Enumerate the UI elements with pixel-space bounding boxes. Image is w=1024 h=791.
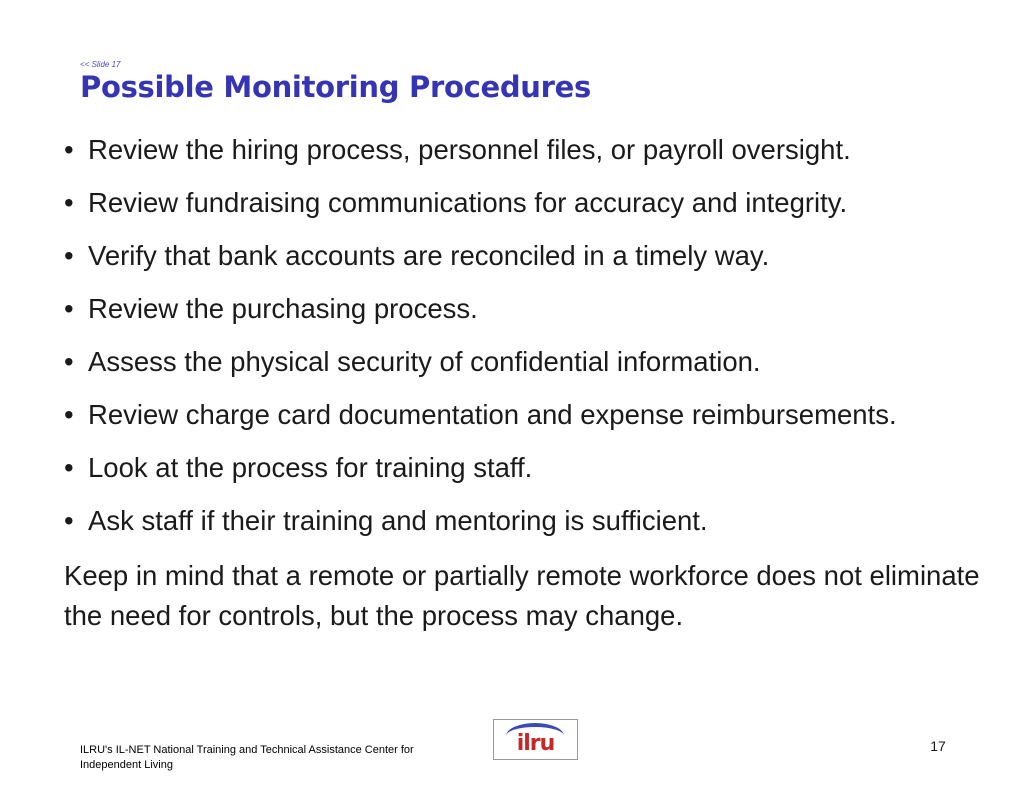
bullet-glyph: • <box>64 346 74 377</box>
bullet-item <box>64 287 1014 340</box>
bullet-text: Look at the process for training staff. <box>88 452 533 483</box>
bullet-item <box>64 446 1014 499</box>
page-number: 17 <box>930 738 946 754</box>
bullet-text: Review charge card documentation and expense reimbursements. <box>88 399 897 430</box>
slide-title: Possible Monitoring Procedures <box>80 70 591 104</box>
bullet-glyph: • <box>64 134 74 165</box>
bullet-item <box>64 499 1014 552</box>
bullet-item <box>64 181 1014 234</box>
footer-organization <box>80 743 460 773</box>
bullet-item <box>64 393 1014 446</box>
slide-label: << Slide 17 <box>80 60 121 69</box>
footer-org-line-1: ILRU's IL-NET National Training and Technical Assistance Center for <box>80 744 414 756</box>
ilru-logo <box>493 719 578 760</box>
bullet-text: Assess the physical security of confidential information. <box>88 346 761 377</box>
bullet-item <box>64 234 1014 287</box>
bullet-text: Review the hiring process, personnel files, or payroll oversight. <box>88 134 851 165</box>
bullet-glyph: • <box>64 187 74 218</box>
bullet-text: Review the purchasing process. <box>88 293 478 324</box>
bullet-glyph: • <box>64 293 74 324</box>
bullet-list <box>64 128 1014 552</box>
bullet-text: Review fundraising communications for accuracy and integrity. <box>88 187 848 218</box>
footer-org-line-2: Independent Living <box>80 759 173 771</box>
bullet-item <box>64 128 1014 181</box>
closing-note: Keep in mind that a remote or partially remote workforce does not eliminate the need for controls, but the process may change. <box>64 560 980 631</box>
bullet-glyph: • <box>64 505 74 536</box>
logo-text: ilru <box>516 731 555 756</box>
bullet-glyph: • <box>64 399 74 430</box>
bullet-text: Verify that bank accounts are reconciled in a timely way. <box>88 240 770 271</box>
bullet-text: Ask staff if their training and mentoring is sufficient. <box>88 505 708 536</box>
bullet-item <box>64 340 1014 393</box>
bullet-glyph: • <box>64 452 74 483</box>
bullet-glyph: • <box>64 240 74 271</box>
